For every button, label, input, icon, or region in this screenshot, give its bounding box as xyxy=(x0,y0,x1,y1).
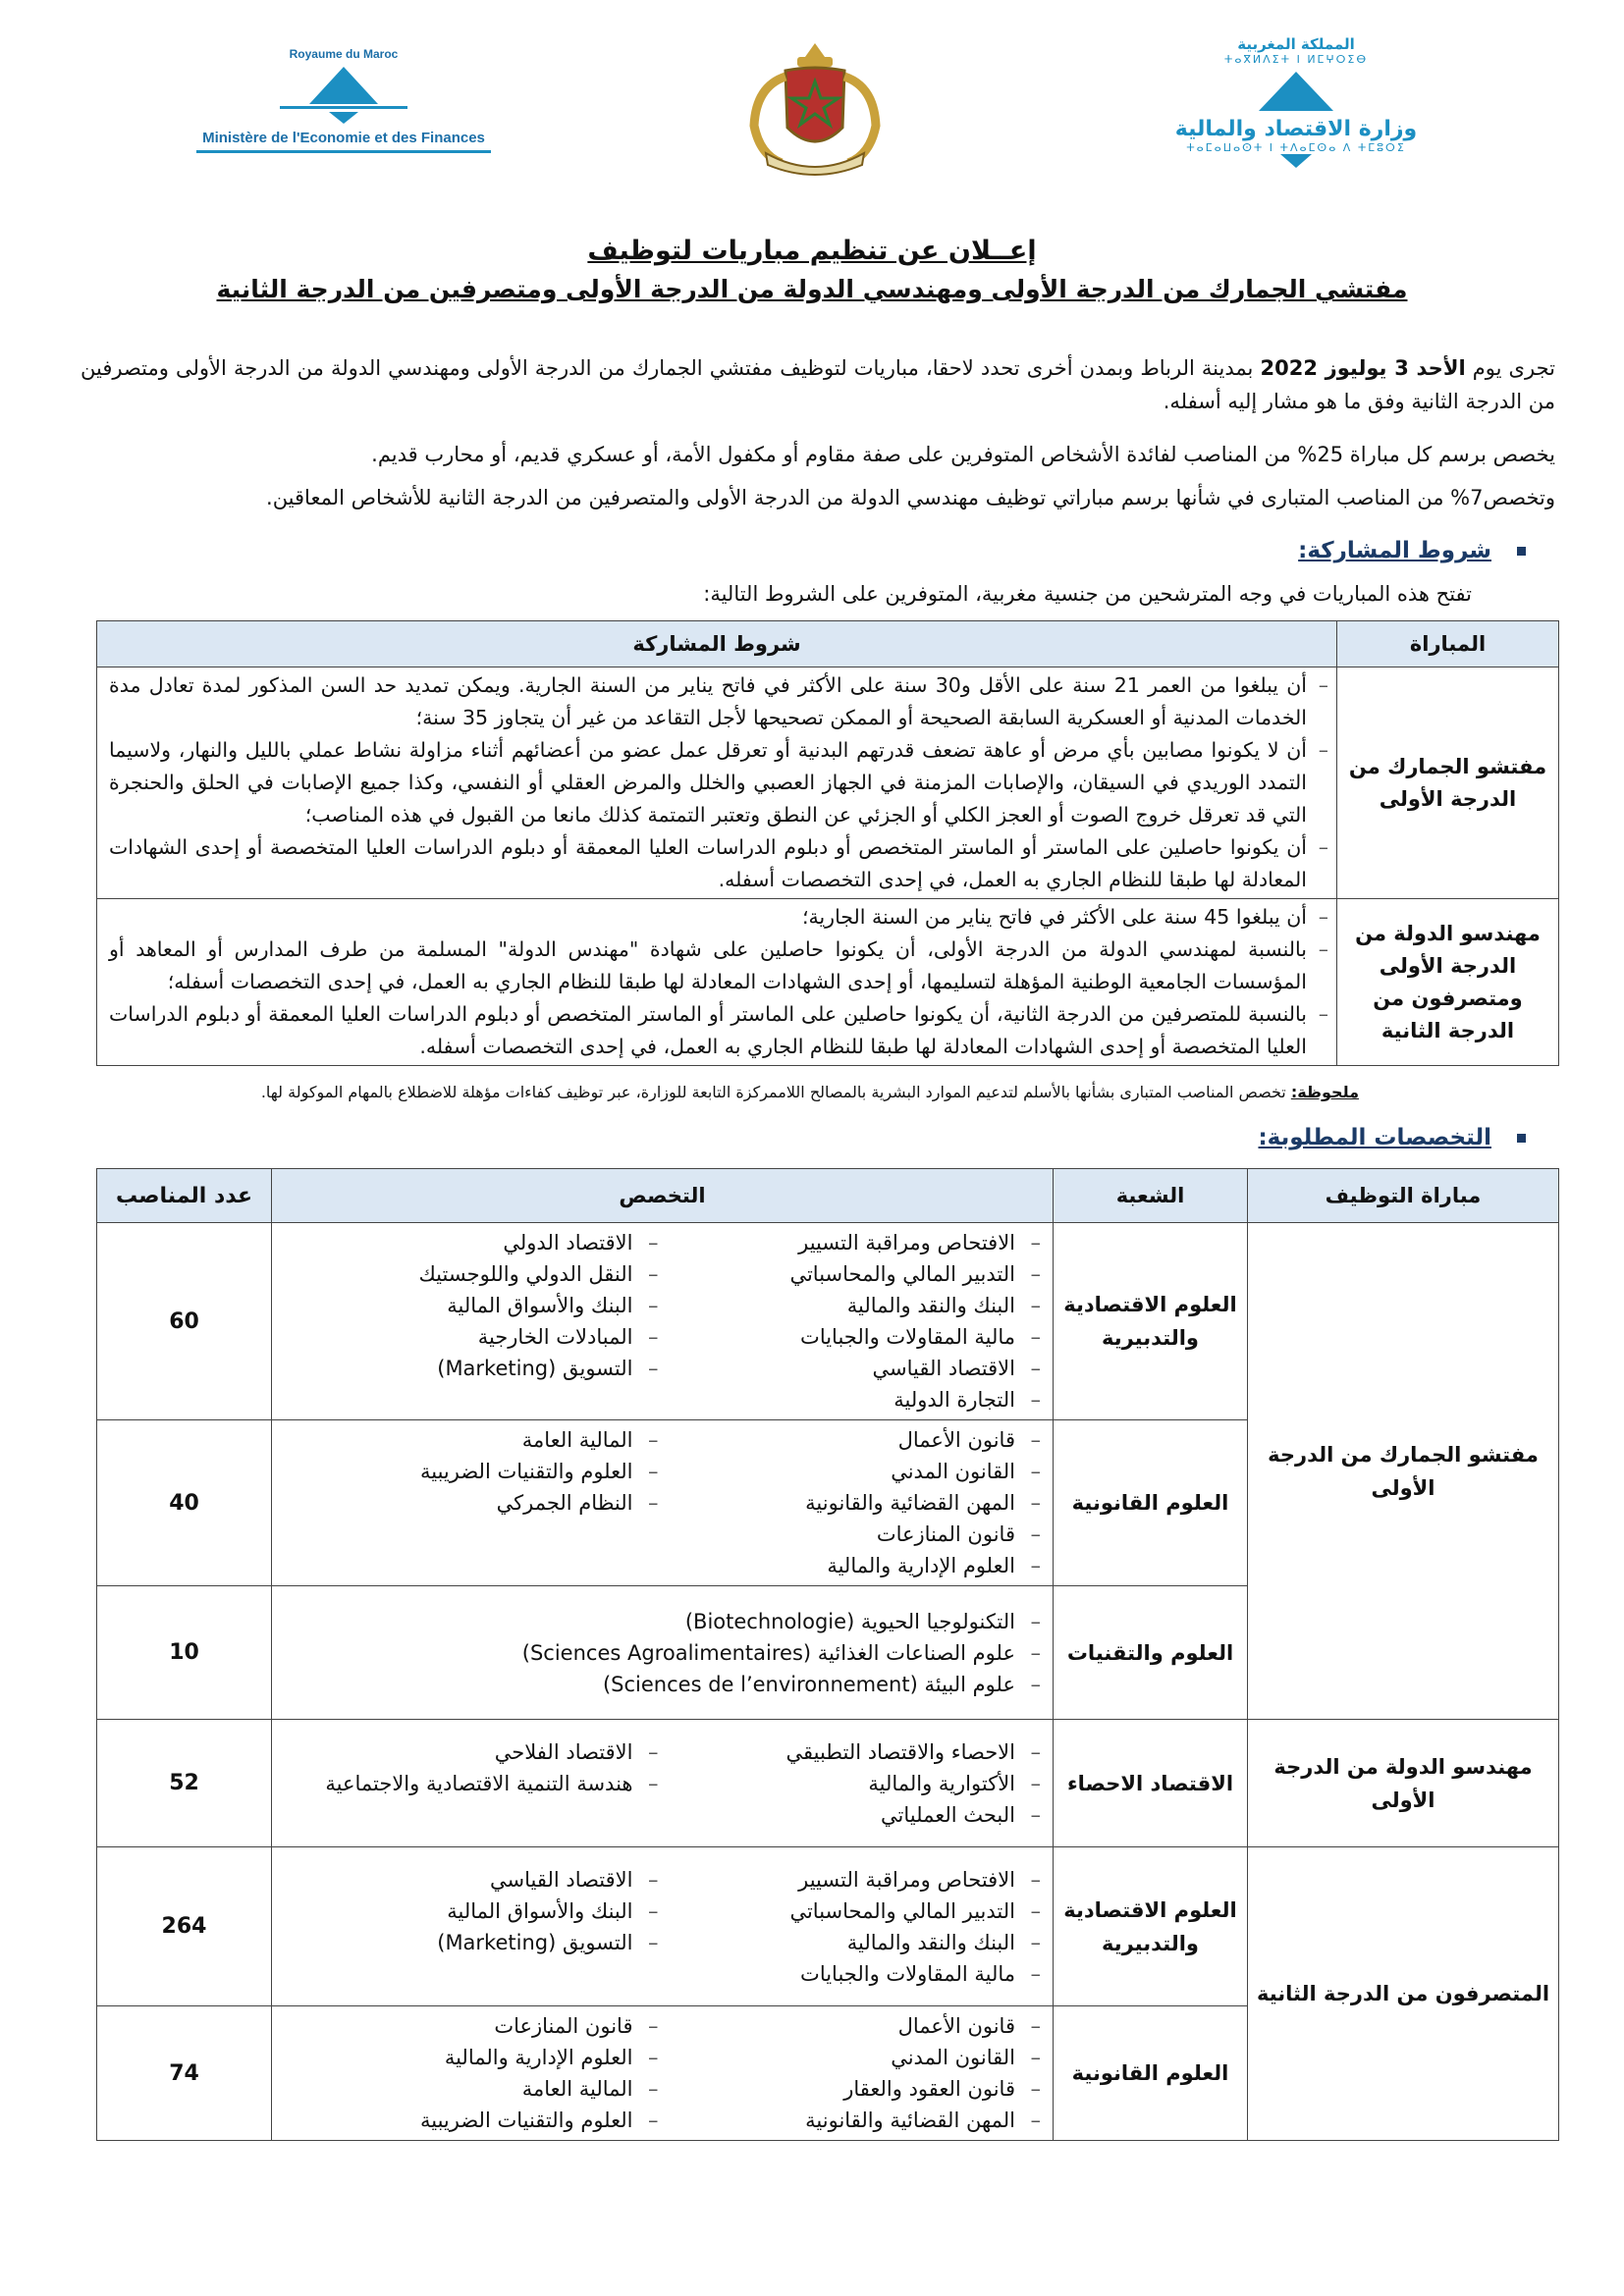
specialties-header-row xyxy=(97,1169,1559,1223)
spec-column xyxy=(663,1227,1046,1415)
logo-ministry-ar: وزارة الاقتصاد والمالية xyxy=(1174,117,1418,141)
bullet-icon xyxy=(1517,547,1526,556)
intro-paragraph-2: يخصص برسم كل مباراة 25% من المناصب لفائدة الأشخاص المتوفرين على صفة مقاوم أو مكفول الأمة، أو عسكري قديم، أو محارب قديم. xyxy=(371,443,1555,466)
conditions-header-row xyxy=(97,621,1559,667)
specialties-exam-engineers: مهندسو الدولة من الدرجة الأولى xyxy=(1248,1720,1559,1847)
spec-item: – التجارة الدولية xyxy=(663,1384,1046,1415)
spec-cell xyxy=(272,1847,1054,2006)
spec-item: – مالية المقاولات والجبايات xyxy=(663,1958,1046,1990)
condition-item: – بالنسبة للمتصرفين من الدرجة الثانية، أن يكونوا حاصلين على الماستر أو الماستر المتخصص أو دبلوم الدراسات العليا المعمقة أو دبلوم الدراسات العليا المتخصصة أو إحدى الشهادات المعادلة لها طبقا للنظام الجاري به العمل، في إحدى التخصصات أسفله. xyxy=(109,998,1328,1063)
conditions-header-conditions: شروط المشاركة xyxy=(97,621,1337,667)
specialties-header-spec: التخصص xyxy=(272,1169,1054,1223)
branch-label: العلوم الاقتصادية والتدبيرية xyxy=(1054,1223,1248,1420)
spec-item: – البنك والأسواق المالية xyxy=(280,1896,663,1927)
spec-cell xyxy=(272,2006,1054,2141)
table-row xyxy=(97,667,1559,899)
table-row xyxy=(97,1223,1559,1420)
spec-column xyxy=(280,1736,663,1831)
spec-item: – الافتحاص ومراقبة التسيير xyxy=(663,1227,1046,1258)
spec-item: – قانون الأعمال xyxy=(663,1424,1046,1456)
note-label: ملحوظة: xyxy=(1290,1083,1359,1101)
intro-p1-post: بمدينة الرباط وبمدن أخرى تحدد لاحقا، مباريات لتوظيف مفتشي الجمارك من الدرجة الأولى ومهندسي الدولة من الدرجة الأولى ومتصرفين من الدرجة الثانية وفق ما هو مشار إليه أسفله. xyxy=(81,356,1555,413)
spec-item: – التسويق (Marketing) xyxy=(280,1927,663,1958)
ministry-logo-fr xyxy=(187,47,501,175)
conditions-header-exam: المباراة xyxy=(1337,621,1559,667)
conditions-exam-customs: مفتشو الجمارك من الدرجة الأولى xyxy=(1337,667,1559,899)
condition-item: – بالنسبة لمهندسي الدولة من الدرجة الأولى، أن يكونوا حاصلين على شهادة "مهندس الدولة" المسلمة من طرف المدارس أو المعاهد أو المؤسسات الجامعية الوطنية المؤهلة لتسليمها، أو إحدى الشهادات المعادلة لها طبقا للنظام الجاري به العمل، في إحدى التخصصات أسفله؛ xyxy=(109,934,1328,998)
specialties-table xyxy=(96,1168,1559,2141)
post-count: 60 xyxy=(97,1223,272,1420)
spec-column xyxy=(663,1424,1046,1581)
spec-item: – قانون المنازعات xyxy=(280,2010,663,2042)
spec-item: – الاقتصاد القياسي xyxy=(663,1353,1046,1384)
conditions-exam-engineers-admins: مهندسو الدولة من الدرجة الأولى ومتصرفون من الدرجة الثانية xyxy=(1337,899,1559,1066)
spec-item: – التدبير المالي والمحاسباتي xyxy=(663,1258,1046,1290)
branch-label: العلوم القانونية xyxy=(1054,2006,1248,2141)
post-count: 40 xyxy=(97,1420,272,1586)
ministry-triangle-icon xyxy=(270,65,417,126)
spec-item: – البحث العملياتي xyxy=(663,1799,1046,1831)
spec-cell xyxy=(272,1586,1054,1720)
spec-item: – الافتحاص ومراقبة التسيير xyxy=(663,1864,1046,1896)
post-count: 74 xyxy=(97,2006,272,2141)
section-conditions-lead: تفتح هذه المباريات في وجه المترشحين من جنسية مغربية، المتوفرين على الشروط التالية: xyxy=(703,582,1472,606)
specialties-exam-customs: مفتشو الجمارك من الدرجة الأولى xyxy=(1248,1223,1559,1720)
logo-country-fr: Royaume du Maroc xyxy=(289,47,399,61)
spec-column xyxy=(280,1424,663,1581)
spec-item: – العلوم الإدارية والمالية xyxy=(280,2042,663,2073)
spec-item: – قانون المنازعات xyxy=(663,1519,1046,1550)
branch-label: العلوم القانونية xyxy=(1054,1420,1248,1586)
logo-ministry-fr: Ministère de l'Economie et des Finances xyxy=(202,130,485,146)
exam-date: الأحد 3 يوليوز 2022 xyxy=(1260,356,1466,380)
logo-ministry-tif: ⵜⴰⵎⴰⵡⴰⵙⵜ ⵏ ⵜⴷⴰⵎⵙⴰ ⴷ ⵜⵎⵓⵔⵉ xyxy=(1186,141,1406,154)
spec-item: – الاقتصاد الفلاحي xyxy=(280,1736,663,1768)
post-count: 52 xyxy=(97,1720,272,1847)
branch-label: العلوم والتقنيات xyxy=(1054,1586,1248,1720)
spec-item: – البنك والأسواق المالية xyxy=(280,1290,663,1321)
spec-item: – المهن القضائية والقانونية xyxy=(663,1487,1046,1519)
condition-item: – أن يبلغوا من العمر 21 سنة على الأقل و30 سنة على الأكثر في فاتح يناير من السنة الجارية. ويمكن تمديد حد السن المذكور لمدة تعادل مدة الخدمات المدنية أو العسكرية السابقة الصحيحة أو الممكن تصحيحها لأجل التقاعد من غير أن يتجاوز 35 سنة؛ xyxy=(109,669,1328,734)
spec-column xyxy=(663,1736,1046,1831)
spec-item: – البنك والنقد والمالية xyxy=(663,1290,1046,1321)
conditions-list-customs xyxy=(97,667,1337,899)
spec-item: – النظام الجمركي xyxy=(280,1487,663,1519)
spec-item: – التكنولوجيا الحيوية (Biotechnologie) xyxy=(280,1606,1045,1637)
spec-item: – المهن القضائية والقانونية xyxy=(663,2105,1046,2136)
announcement-subtitle: مفتشي الجمارك من الدرجة الأولى ومهندسي الدولة من الدرجة الأولى ومتصرفين من الدرجة الثانية xyxy=(216,275,1408,303)
bullet-icon xyxy=(1517,1134,1526,1143)
table-row xyxy=(97,1847,1559,2006)
spec-column xyxy=(280,1606,1045,1700)
spec-item: – المالية العامة xyxy=(280,2073,663,2105)
spec-item: – الاقتصاد الدولي xyxy=(280,1227,663,1258)
intro-paragraph-3: وتخصص7% من المناصب المتبارى في شأنها برسم مباراتي توظيف مهندسي الدولة من الدرجة الأولى والمتصرفين من الدرجة الثانية للأشخاص المعاقين. xyxy=(266,486,1555,509)
spec-item: – التدبير المالي والمحاسباتي xyxy=(663,1896,1046,1927)
ministry-triangle-icon-ar xyxy=(1218,68,1375,117)
spec-item: – القانون المدني xyxy=(663,2042,1046,2073)
section-conditions-title xyxy=(1298,538,1526,563)
spec-item: – العلوم الإدارية والمالية xyxy=(663,1550,1046,1581)
post-count: 264 xyxy=(97,1847,272,2006)
conditions-list-engineers-admins xyxy=(97,899,1337,1066)
specialties-header-branch: الشعبة xyxy=(1054,1169,1248,1223)
branch-label: الاقتصاد الاحصاء xyxy=(1054,1720,1248,1847)
logo-rule xyxy=(196,150,491,153)
intro-p1-pre: تجرى يوم xyxy=(1465,356,1555,380)
section-conditions-label: شروط المشاركة: xyxy=(1298,538,1491,563)
conditions-table xyxy=(96,620,1559,1066)
intro-paragraph-1 xyxy=(81,351,1555,418)
specialties-header-exam: مباراة التوظيف xyxy=(1248,1169,1559,1223)
spec-item: – العلوم والتقنيات الضريبية xyxy=(280,1456,663,1487)
spec-item: – المالية العامة xyxy=(280,1424,663,1456)
spec-column xyxy=(280,1864,663,1990)
spec-item: – النقل الدولي واللوجستيك xyxy=(280,1258,663,1290)
spec-column xyxy=(280,2010,663,2136)
coat-of-arms-icon xyxy=(727,37,903,185)
section-specialties-label: التخصصات المطلوبة: xyxy=(1258,1125,1491,1150)
spec-item: – مالية المقاولات والجبايات xyxy=(663,1321,1046,1353)
note-text: تخصص المناصب المتبارى بشأنها بالأسلم لتدعيم الموارد البشرية بالمصالح اللاممركزة التابعة للوزارة، عبر توظيف كفاءات مؤهلة للاضطلاع بالمهام الموكولة لها. xyxy=(260,1083,1291,1101)
ministry-logo-ar xyxy=(1139,35,1453,183)
logo-down-triangle-icon xyxy=(1276,154,1316,170)
spec-cell xyxy=(272,1720,1054,1847)
spec-cell xyxy=(272,1223,1054,1420)
table-row xyxy=(97,899,1559,1066)
condition-item: – أن يبلغوا 45 سنة على الأكثر في فاتح يناير من السنة الجارية؛ xyxy=(109,901,1328,934)
spec-item: – علوم البيئة (Sciences de l’environnement) xyxy=(280,1669,1045,1700)
table-row xyxy=(97,1720,1559,1847)
spec-item: – القانون المدني xyxy=(663,1456,1046,1487)
spec-item: – الاحصاء والاقتصاد التطبيقي xyxy=(663,1736,1046,1768)
spec-item: – البنك والنقد والمالية xyxy=(663,1927,1046,1958)
logo-country-ar: المملكة المغربية xyxy=(1237,35,1355,53)
spec-column xyxy=(663,2010,1046,2136)
logo-country-tif: ⵜⴰⴳⵍⴷⵉⵜ ⵏ ⵍⵎⵖⵔⵉⴱ xyxy=(1223,53,1369,66)
note xyxy=(261,1083,1359,1101)
specialties-exam-administrators: المتصرفون من الدرجة الثانية xyxy=(1248,1847,1559,2141)
post-count: 10 xyxy=(97,1586,272,1720)
spec-cell xyxy=(272,1420,1054,1586)
spec-item: – التسويق (Marketing) xyxy=(280,1353,663,1384)
section-specialties-title xyxy=(1258,1125,1526,1150)
branch-label: العلوم الاقتصادية والتدبيرية xyxy=(1054,1847,1248,2006)
condition-item: – أن لا يكونوا مصابين بأي مرض أو عاهة تضعف قدرتهم البدنية أو تعرقل عمل عضو من أعضائهم أثناء مزاولة نشاط عملي بالليل والنهار، ولاسيما التمدد الوريدي في السيقان، والإصابات المزمنة في الجهاز العصبي والخلل والمرض العقلي أو النفسي، وكذا جميع الإصابات في الحلق والحنجرة التي قد تعرقل خروج الصوت أو العجز الكلي أو الجزئي عن النطق وتعتبر التمتمة كذلك مانعا من القبول في هذه المناصب؛ xyxy=(109,734,1328,831)
specialties-header-count: عدد المناصب xyxy=(97,1169,272,1223)
spec-item: – قانون العقود والعقار xyxy=(663,2073,1046,2105)
spec-item: – العلوم والتقنيات الضريبية xyxy=(280,2105,663,2136)
announcement-title: إعــلان عن تنظيم مباريات لتوظيف xyxy=(587,236,1037,266)
spec-column xyxy=(663,1864,1046,1990)
spec-column xyxy=(280,1227,663,1415)
spec-item: – علوم الصناعات الغذائية (Sciences Agroalimentaires) xyxy=(280,1637,1045,1669)
spec-item: – قانون الأعمال xyxy=(663,2010,1046,2042)
condition-item: – أن يكونوا حاصلين على الماستر أو الماستر المتخصص أو دبلوم الدراسات العليا المعمقة أو دبلوم الدراسات العليا المتخصصة أو إحدى الشهادات المعادلة لها طبقا للنظام الجاري به العمل، في إحدى التخصصات أسفله. xyxy=(109,831,1328,896)
spec-item: – الاقتصاد القياسي xyxy=(280,1864,663,1896)
spec-item: – الأكتوارية والمالية xyxy=(663,1768,1046,1799)
spec-item: – هندسة التنمية الاقتصادية والاجتماعية xyxy=(280,1768,663,1799)
spec-item: – المبادلات الخارجية xyxy=(280,1321,663,1353)
